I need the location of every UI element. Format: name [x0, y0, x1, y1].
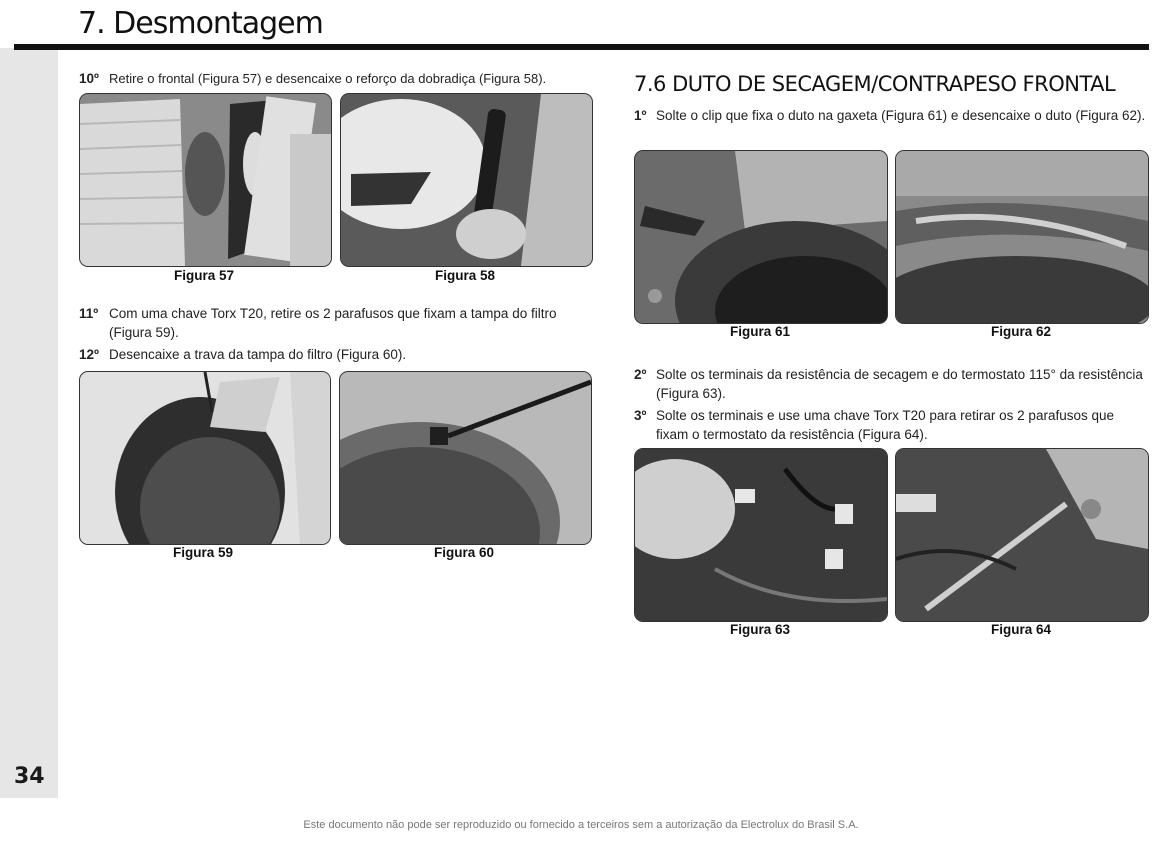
step-number: 12º — [79, 347, 99, 362]
step-1 — [634, 106, 1148, 125]
step-11 — [79, 304, 593, 342]
photo-figure-64 — [895, 448, 1149, 622]
step-number: 10º — [79, 71, 99, 86]
step-text: Desencaixe a trava da tampa do filtro (Figura 60). — [109, 347, 407, 362]
step-10 — [79, 69, 599, 88]
figure-57-caption: Figura 57 — [173, 268, 235, 283]
photo-figure-63 — [634, 448, 888, 622]
step-text: Retire o frontal (Figura 57) e desencaixe o reforço da dobradiça (Figura 58). — [109, 71, 547, 86]
photo-figure-62 — [895, 150, 1149, 324]
figure-58-caption: Figura 58 — [434, 268, 496, 283]
figure-64-caption: Figura 64 — [990, 622, 1052, 637]
footer-disclaimer: Este documento não pode ser reproduzido ou fornecido a terceiros sem a autorização da Electrolux do Brasil S.A. — [303, 819, 859, 831]
photo-figure-59 — [79, 371, 331, 545]
photo-figure-57 — [79, 93, 332, 267]
step-number: 3º — [634, 408, 647, 423]
title-rule — [14, 44, 1149, 50]
section-title: 7.6 DUTO DE SECAGEM/CONTRAPESO FRONTAL — [634, 72, 1116, 96]
photo-figure-61 — [634, 150, 888, 324]
step-12 — [79, 345, 593, 364]
step-number: 1º — [634, 108, 647, 123]
figure-63-caption: Figura 63 — [729, 622, 791, 637]
page-sidebar — [0, 48, 58, 798]
step-2 — [634, 365, 1148, 403]
figure-61-caption: Figura 61 — [729, 324, 791, 339]
step-number: 11º — [79, 306, 99, 321]
step-number: 2º — [634, 367, 647, 382]
photo-figure-60 — [339, 371, 592, 545]
figure-60-caption: Figura 60 — [433, 545, 495, 560]
step-text: Solte o clip que fixa o duto na gaxeta (Figura 61) e desencaixe o duto (Figura 62). — [656, 108, 1146, 123]
step-text: Solte os terminais da resistência de secagem e do termostato 115° da resistência (Figura 63). — [656, 367, 1143, 401]
page-number: 34 — [14, 764, 45, 789]
page-title: 7. Desmontagem — [78, 6, 323, 41]
figure-62-caption: Figura 62 — [990, 324, 1052, 339]
step-text: Com uma chave Torx T20, retire os 2 parafusos que fixam a tampa do filtro (Figura 59). — [109, 306, 557, 340]
figure-59-caption: Figura 59 — [172, 545, 234, 560]
photo-figure-58 — [340, 93, 593, 267]
step-3 — [634, 406, 1148, 444]
step-text: Solte os terminais e use uma chave Torx T20 para retirar os 2 parafusos que fixam o termostato da resistência (Figura 64). — [656, 408, 1114, 442]
